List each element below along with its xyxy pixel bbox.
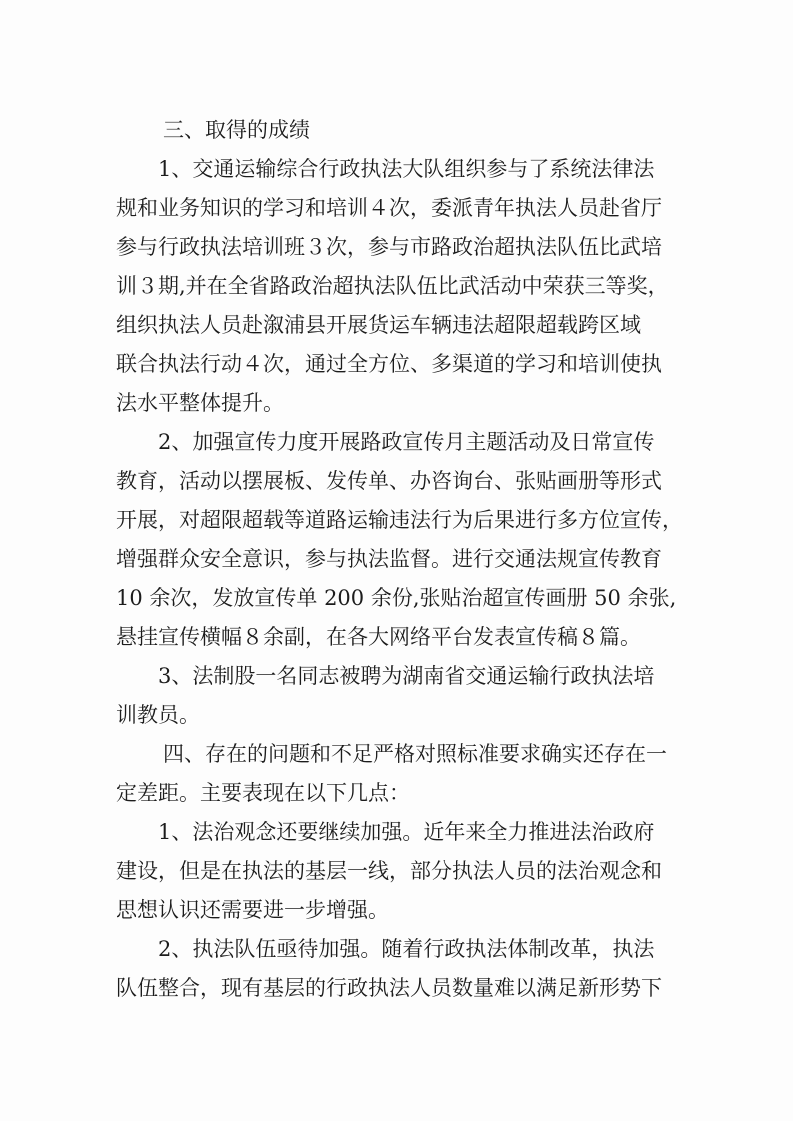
paragraph-line: 建设，但是在执法的基层一线，部分执法人员的法治观念和 — [116, 859, 662, 883]
paragraph-line: 定差距。主要表现在以下几点： — [116, 781, 410, 805]
paragraph-line: 训３期,并在全省路政治超执法队伍比武活动中荣获三等奖， — [116, 274, 669, 298]
paragraph-line: 规和业务知识的学习和培训４次，委派青年执法人员赴省厅 — [116, 196, 662, 220]
paragraph-line: 组织执法人员赴溆浦县开展货运车辆违法超限超载跨区域 — [116, 313, 641, 337]
paragraph-line: 思想认识还需要进一步增强。 — [116, 898, 389, 922]
paragraph-line: 训教员。 — [116, 703, 200, 727]
paragraph-line: 联合执法行动４次，通过全方位、多渠道的学习和培训使执 — [116, 352, 662, 376]
section-heading: 四、存在的问题和不足严格对照标准要求确实还存在一 — [163, 742, 667, 766]
paragraph-line: 3、法制股一名同志被聘为湖南省交通运输行政执法培 — [158, 664, 655, 688]
paragraph-line: 2、执法队伍亟待加强。随着行政执法体制改革，执法 — [158, 937, 655, 961]
paragraph-line: 1、法治观念还要继续加强。近年来全力推进法治政府 — [158, 820, 655, 844]
section-heading: 三、取得的成绩 — [163, 118, 310, 142]
paragraph-line: 2、加强宣传力度开展路政宣传月主题活动及日常宣传 — [158, 430, 655, 454]
paragraph-line: 队伍整合，现有基层的行政执法人员数量难以满足新形势下 — [116, 976, 662, 1000]
paragraph-line: 悬挂宣传横幅８余副，在各大网络平台发表宣传稿８篇。 — [116, 625, 641, 649]
paragraph-line: 教育，活动以摆展板、发传单、办咨询台、张贴画册等形式 — [116, 469, 662, 493]
paragraph-line: 10 余次，发放宣传单 200 余份,张贴治超宣传画册 50 余张, — [116, 586, 677, 610]
paragraph-line: 参与行政执法培训班３次，参与市路政治超执法队伍比武培 — [116, 235, 662, 259]
paragraph-line: 开展，对超限超载等道路运输违法行为后果进行多方位宣传， — [116, 508, 683, 532]
paragraph-line: 法水平整体提升。 — [116, 391, 284, 415]
paragraph-line: 增强群众安全意识，参与执法监督。进行交通法规宣传教育 — [116, 547, 662, 571]
paragraph-line: 1、交通运输综合行政执法大队组织参与了系统法律法 — [158, 157, 655, 181]
